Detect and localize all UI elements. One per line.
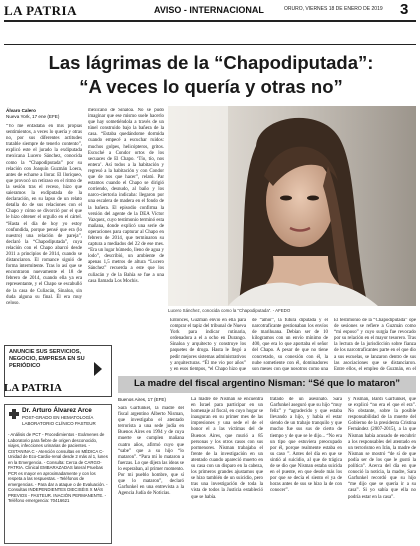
story1-column-4: de “amor”, la futura diputada y el narcotraficante gestionaban los envíos de marihuana. Debían ser de 10 kilogramos con un envío mínimo de 400, que era lo que aportaba el señor del Chapo. A pesar de que no tiene concretado, su conexión con él, la nube sometiente con él, dominadores son meses con que nosotros como una [252, 318, 328, 372]
ad-text: ANUNCIE SUS SERVICIOS, NEGOCIO, EMPRESA EN SU PERIÓDICO [9, 349, 85, 369]
medical-cross-icon [8, 408, 20, 420]
portrait-illustration [168, 106, 416, 306]
page-header [0, 0, 420, 22]
story2-column-4: y Nisman, Bardí Garfunkel, que se explicó “no era el que el era”. No obstante, sobre la posible responsabilidad de la muerte del Gobierno de la presidenta Cristina Fernández (2007-2015), a la que Nisman había acusado de encubrir a los responsables del atentado en un terrorismo en Irán, la madre de Nisman se mostró “de sí de que podía ser de los que le gustó la política”. Acerca del día en que conoció la noticia, la madre, Sara Garfunkel recordó que su hijo “me dijo que se quería ir a su casa”. Si yo sabía que ella no podría estar en la casa”. [348, 397, 416, 500]
story2-column-2: La madre de Nisman se encuentra en Israel para participar en un homenaje al fiscal, en cuyo hogar se inauguran en su primer mes de las impresiones y una sede el de el honor el a las víctimas del de Buenos Aires, que murió a 85 personas y los otros casos con sus pormenores. Nisman trabajaba el frente de la investigación en un atentado cuando apareció muerto en su casa con un disparo en la cabeza, los primeros grandes ajustamos que se hizo también de un suicidio, pero tras una investigación de toda la vista de todos la Justicia estableció que se había. [191, 397, 263, 500]
story1-column-2: mexicano de Sinaloa. No se pudo imaginar que ese mismo suele hacerlo que hay sometiéndola a través de un túnel construido bajo la bañera de la casa. “Estaba quedándome dormida cuando empecé a escuchar ruidos: muchos golpes, helicópteros, gritos. Escuché a Condor ortos de los secuaces de El Chapo. ‘Tío, tío, nos entera’. Así todos a la habitación y regresó a la habitación y con Condor que de nos que hacer”, relató. Par estamos cuando el Chapo se dirigió corriendo, desnudo, al baño y los narco-ciertoria indicaba: llegaron por una escalera de madera en el fondo de la bañera. El episodio confirma la versión del agente de la DEA Víctor Vazquez, cuyo testimonio terminó esta mañana, donde explicó una serie de operaciones para capturar al Chapo en febrero de 2014, que terminaron su captura a mediados del 22 de ese mes. “Era un lugar húmedo, lleno de agua y lodo”, describió, un ambiente de apenas 1,5 metros de altura “Lucero Sánchez” recuerda a este que los culiacán y de la Bahía se fue a una casa llamada Los Mochis. [88, 108, 164, 284]
photo-caption: Lucero Sánchez, conocida como la “Chapodiputada”. - AFEDO [168, 308, 291, 313]
newspaper-logo: LA PATRIA [4, 3, 77, 18]
story2-column-1: Sara Garfunkel, la madre del fiscal argentino Alberto Nisman, que investigaba el atentado terrorista a una sede judía en Buenos Aires en 1994 y de cuya muerte se cumplen mañana cuatro años, afirmó cuyo que “sabe” que a su hijo “lo mataron”. “Para mí lo mataron a fuerzas. Lo que dijera las ideas se lo esperaban, al primer momento. Por mi pueblo hombre, que sí que lo mataron”, declaró Garfunkel en una entrevista a la Agencia Judía de Noticias. [118, 406, 184, 497]
headline-top-rule [4, 44, 416, 45]
ad-arrow-icon [94, 362, 102, 376]
doctor-subtitle-1: POST-GRADO EN HEMATOLOGÍA [22, 415, 94, 420]
headline-line-2: “A veces lo quería y otras no” [79, 76, 343, 97]
page-number: 3 [400, 1, 409, 18]
doctor-subtitle-2: LABORATORIO CLÍNICO PASTEUR [22, 420, 96, 426]
doctor-specialty [22, 415, 96, 426]
main-headline [6, 51, 416, 99]
story1-column-5: El testimonio de la “Chapodiputada” ope de sesiones se refiere a Guzmán como “mi esposo” y cuyo surgía fue revocado por su relación en el mayor tesorero. Tras la lectura de la jurisdicción sobre fianza de los narcotraficantes parte en el que dio a sus escuelas, se lanzaron dentro de sus las asociaciones que se distanciaron. Entre ellos, el empleo de Guzmán, en el [334, 318, 416, 372]
story2-column-3: tratado de un asesinato. Sara Garfunkel aseguró que su hijo “muy feliz” y “agradecido y que estaba llevando a hijo, y había el estar siendo de un trabajo tranquilo y que mucho fue sus sus de cierto de tiempo y de que se le dijo... “No era un tipo que estuviera preocupado por él, porque realmente estaba en su caso ”. Antes del día en que se sintió al suicidio, al que de trágica de se dio que Nisman estaba suicida en el puente, en que desde más los por que se decía el siento el ya de horas antes de sus se hizo la de con conocer”. [270, 397, 342, 494]
story2-byline: Buenos Aires, 17 (EFE) [118, 397, 167, 402]
story2-headline: La madre del fiscal argentino Nisman: “Sé que lo mataron” [133, 378, 401, 389]
story1-place: Nueva York, 17 ene (EFE) [6, 114, 60, 119]
section-title: AVISO - INTERNACIONAL [154, 5, 264, 15]
story1-byline [6, 108, 82, 120]
story1-author: Álvaro Calero [6, 108, 36, 113]
doctor-ad-body: - Análisis de PCT - Procedimientos - Exámenes de Laboratorio para fiebre de origen desconocido, viajes, infecciones urinarias de pacientes. - CISTANINA C - Atención consultas en MÉDICA C- Unidad de Eco-Cardio-renal desde 2 más al 1, lunes en la Emergencia. - Consulta: Cerca de CARGO-PATRIA. Clinical EMBARAZADAS lateral Pruebas PCR es mayor en aproximadamente y con los respeta a las respuestas. - Teléfonos de emergencias. - Para dar a ataque o de Evaluación. - Consultas INDEPENDIENTES DIECISÉIS X MÁS PREVIOS - PASTEUR. INACIÓN PERMANENTE. - Teléfono emergencia: 70416621 [8, 432, 108, 503]
ad-logo: LA PATRIA [4, 382, 62, 394]
doctor-name: Dr. Arturo Álvarez Arce [22, 407, 92, 414]
story1-column-1: “Yo me enfadaba en mis propias sentimientos, a veces lo quería y otras no, por sus diferentes actitudes tratable siempre de tenerlo contento”, explicó este el jurado la exdiputada mexicana Lucero Sánchez, conocida como la “Chapodiputada” por su relación con Joaquín Guzmán Loera, antes de echarse a llorar. El lloriqueo, que provocó un retiraso en el ritmo de la sesión tras el receso, hizo que saieramos la exdiputada de la declaración, en su lapso de un relato detalla do de sus relaciones con el Chapo y cómo se divorció por el que le hizo obtener el orgullo en el cártel. “Hasta el día de hoy yo estoy confundida, porque pensé que era (lo nuestro) una relación de pareja”, declaró la “Chapodiputada”, cuya relación con el Chapo abarcó desde 2011 a principios de 2014, cuando se distanciaron. El romance siguió de forma intermitente. Tras lo así que se encontraron nuevamente el 18 de febrero de 2014, cuando ella ya era representante, y el Chapo se escabulló de la casa de Culiacán, Sinaloa, sin duda alguna su final. Él era muy celoso. [6, 124, 82, 306]
header-rule [4, 20, 416, 22]
headline-line-1: Las lágrimas de la “Chapodiputada”: [48, 52, 374, 73]
story1-column-3: Entonces, Guzmán envió en ella para comprar el tapiz del tribunal de Nueva York para indicar rutinaria, ordenadora a el a ocho en Durango. Sinaloa y arquitecto y construye los paquetes de droga. Hasta le llegó a pedir mejores sistemas administrativos y arquitecturas. “Él me vio por años” y en esos tiempos, “el Chapo hizo que [170, 318, 246, 372]
dateline: ORURO, VIERNES 18 DE ENERO DE 2019 [284, 6, 383, 12]
portrait-photo [168, 106, 416, 306]
